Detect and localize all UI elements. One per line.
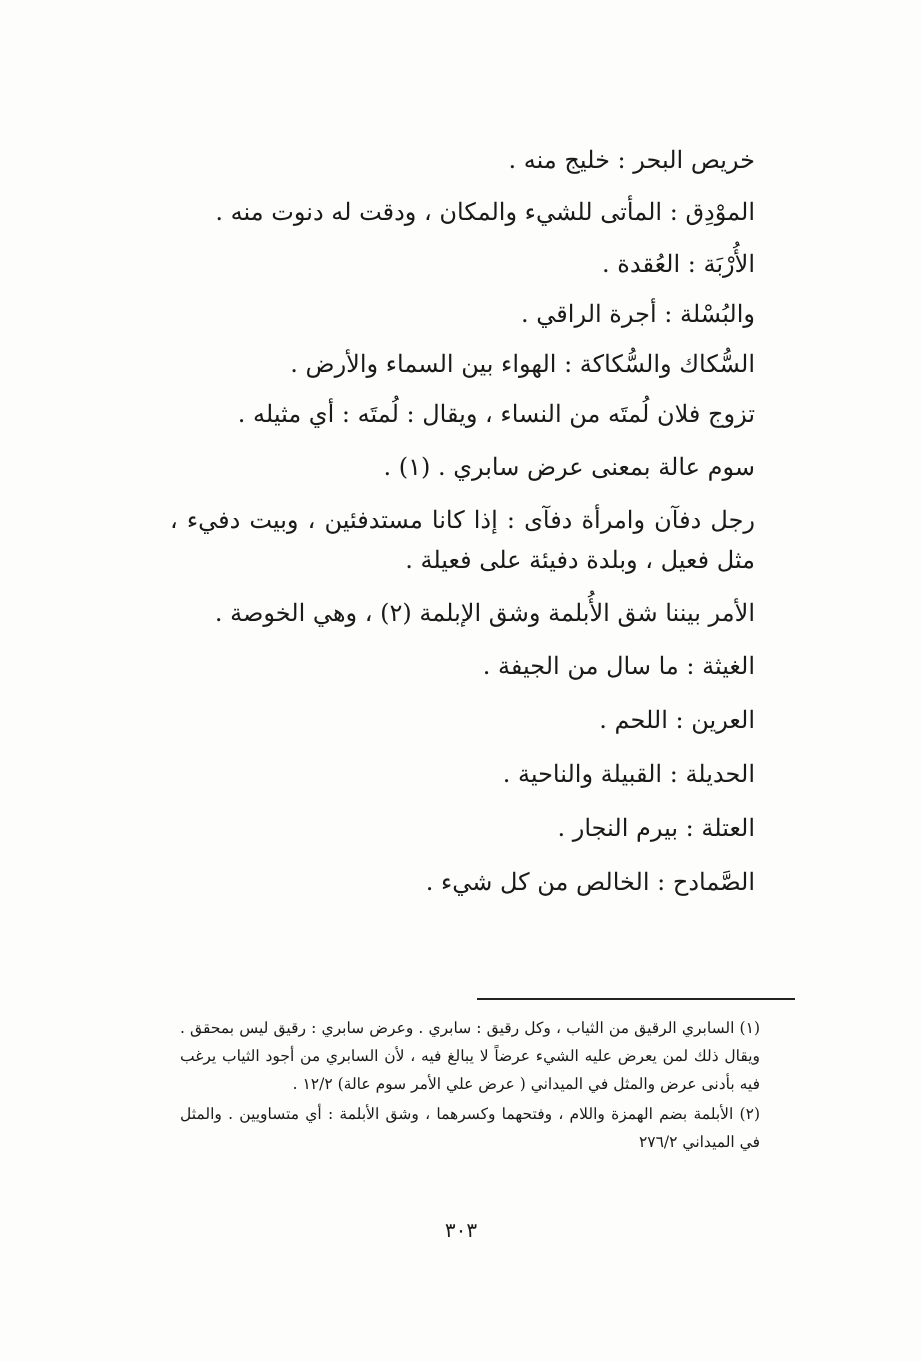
page-number: ٣٠٣ [444, 1218, 478, 1242]
entry-4: والبُسْلة : أجرة الراقي . [521, 300, 755, 328]
entry-10: الغيثة : ما سال من الجيفة . [482, 652, 755, 680]
dictionary-entries [170, 140, 755, 916]
entry-11: العرين : اللحم . [599, 706, 755, 734]
footnote-1: (١) السابري الرقيق من الثياب ، وكل رقيق : سابري . وعرض سابري : رقيق ليس بمحقق . ويقال ذلك لمن يعرض عليه الشيء عرضاً لا يبالغ فيه ، لأن السابري من أجود الثياب يرغب فيه بأدنى عرض والمثل في الميداني ( عرض علي الأمر سوم عالة) ١٢/٢ . [180, 1019, 760, 1093]
footnote-2: (٢) الأبلمة بضم الهمزة واللام ، وفتحهما وكسرهما ، وشق الأبلمة : أي متساويين . والمثل في الميداني ٢٧٦/٢ [180, 1105, 760, 1151]
footnote-separator [477, 998, 795, 1000]
entry-14: الصَّمادح : الخالص من كل شيء . [425, 868, 755, 896]
entry-8: رجل دفآن وامرأة دفآى : إذا كانا مستدفئين ، وبيت دفيء ، مثل فعيل ، وبلدة دفيئة على فعيلة . [170, 506, 755, 574]
entry-2: الموْدِق : المأتى للشيء والمكان ، ودقت له دنوت منه . [215, 198, 755, 226]
entry-7: سوم عالة بمعنى عرض سابري . (١) . [383, 453, 755, 481]
entry-12: الحديلة : القبيلة والناحية . [502, 760, 755, 788]
entry-6: تزوج فلان لُمتَه من النساء ، ويقال : لُمتَه : أي مثيله . [237, 400, 755, 428]
short-entries [170, 646, 755, 902]
entry-9: الأمر بيننا شق الأُبلمة وشق الإبلمة (٢) ، وهي الخوصة . [214, 599, 755, 627]
entry-1: خريص البحر : خليج منه . [508, 146, 755, 174]
entry-5: السُّكاك والسُّكاكة : الهواء بين السماء والأرض . [290, 350, 755, 378]
entry-13: العتلة : بيرم النجار . [557, 814, 755, 842]
footnotes [180, 1014, 760, 1158]
entry-3: الأُرْبَة : العُقدة . [602, 250, 755, 278]
